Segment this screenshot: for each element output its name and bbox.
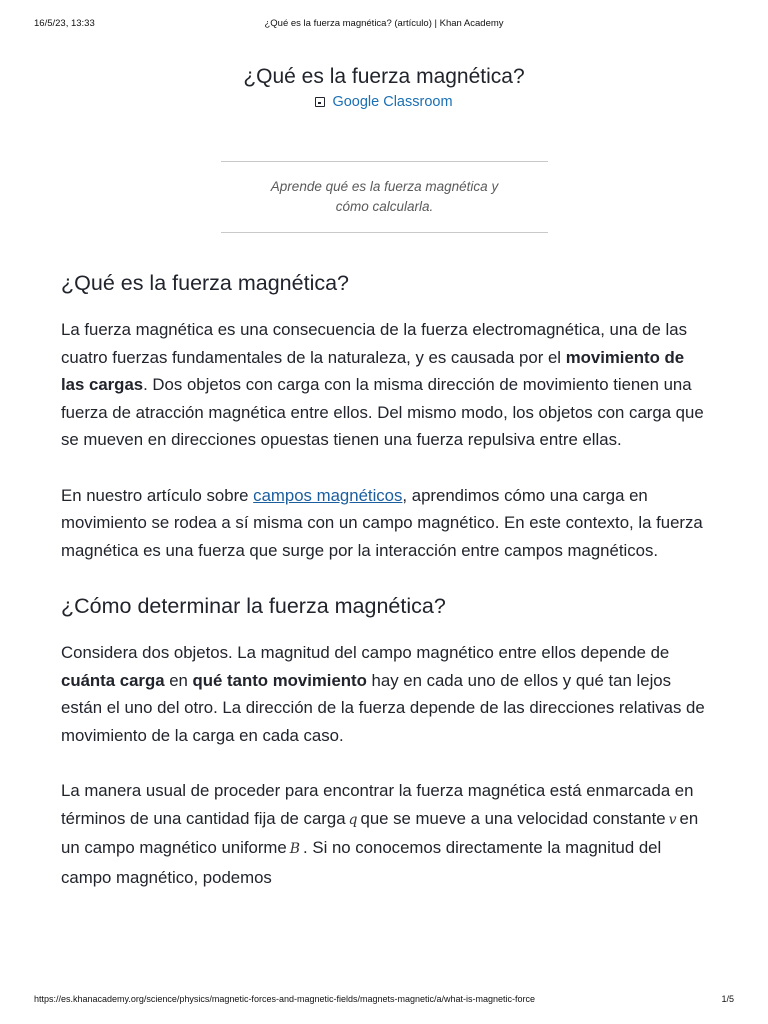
bold-text: qué tanto movimiento <box>192 670 367 690</box>
google-classroom-icon <box>315 97 325 107</box>
paragraph-definition <box>61 316 707 454</box>
print-footer <box>34 994 734 1006</box>
paragraph-two-objects <box>61 639 707 749</box>
text-run: La fuerza magnética es una consecuencia de la fuerza electromagnética, una de las cuatro fuerzas fundamentales de la naturaleza, y es causada por el <box>61 320 687 367</box>
text-run: en un campo magnético uniforme <box>61 808 699 857</box>
bold-text: cuánta carga <box>61 670 165 690</box>
google-classroom-button[interactable] <box>315 94 452 110</box>
article-body <box>61 266 707 891</box>
text-run: En nuestro artículo sobre <box>61 485 254 505</box>
text-run: en <box>164 670 193 690</box>
print-header <box>34 18 734 30</box>
article-title: ¿Qué es la fuerza magnética? <box>243 65 525 88</box>
google-classroom-label: Google Classroom <box>332 94 453 110</box>
variable-q: q <box>348 811 358 828</box>
text-run: Considera dos objetos. La magnitud del campo magnético entre ellos depende de <box>61 643 670 662</box>
section-heading-how-to-determine: ¿Cómo determinar la fuerza magnética? <box>61 594 446 618</box>
paragraph-context <box>61 482 707 565</box>
variable-v: v <box>668 811 677 828</box>
article-header <box>0 64 768 112</box>
text-run: . Si no conocemos directamente la magnitud del campo magnético, podemos <box>61 838 662 887</box>
text-run: , aprendimos cómo una carga en movimiento se rodea a sí misma con un campo magnético. En este contexto, la fuerza magnética es una fuerza que surge por la interacción entre campos magnéticos. <box>61 485 703 560</box>
text-run: La manera usual de proceder para encontrar la fuerza magnética está enmarcada en términos de una cantidad fija de carga <box>61 781 694 828</box>
print-document-title: ¿Qué es la fuerza magnética? (artículo) | Khan Academy <box>264 18 504 29</box>
article-summary-text: Aprende qué es la fuerza magnética y cómo calcularla. <box>270 179 499 214</box>
page-number: 1/5 <box>721 994 734 1004</box>
bold-text: movimiento de las cargas <box>61 347 685 394</box>
magnetic-fields-article-link[interactable]: campos magnéticos <box>253 485 403 505</box>
text-run: hay en cada uno de ellos y qué tan lejos están el uno del otro. La dirección de la fuerza depende de las direcciones relativas de movimiento de la carga en cada caso. <box>61 670 705 745</box>
text-run: . Dos objetos con carga con la misma dirección de movimiento tienen una fuerza de atracción magnética entre ellos. Del mismo modo, los objetos con carga que se mueven en direcciones opuestas tienen una fuerza repulsiva entre ellas. <box>61 375 704 449</box>
text-run: que se mueve a una velocidad constante <box>360 808 666 828</box>
paragraph-usual-approach <box>61 777 707 891</box>
section-heading-what-is: ¿Qué es la fuerza magnética? <box>61 271 350 295</box>
variable-b: B <box>289 841 301 857</box>
article-summary <box>221 161 548 233</box>
print-date: 16/5/23, 13:33 <box>34 18 95 29</box>
print-url: https://es.khanacademy.org/science/physics/magnetic-forces-and-magnetic-fields/magnets-magnetic/a/what-is-magnetic-force <box>34 994 536 1004</box>
